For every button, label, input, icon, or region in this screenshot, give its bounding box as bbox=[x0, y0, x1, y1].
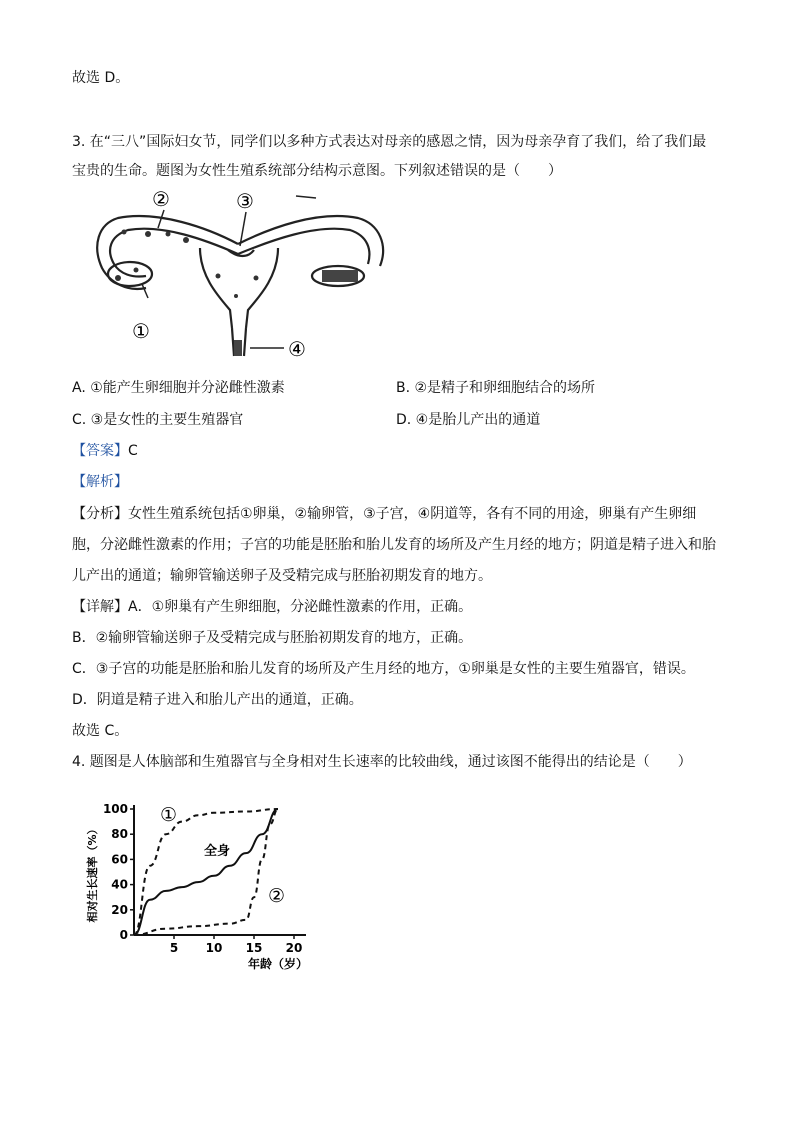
xiangjie-c: C．③子宫的功能是胚胎和胎儿发育的场所及产生月经的地方，①卵巢是女性的主要生殖器官，错误。 bbox=[72, 661, 695, 677]
curve2-label: ② bbox=[268, 885, 286, 907]
q3-stem-line1: 3. 在“三八”国际妇女节，同学们以多种方式表达对母亲的感恩之情，因为母亲孕育了我们，给了我们最 bbox=[72, 134, 707, 150]
right-fallopian-tube bbox=[238, 216, 383, 266]
fenxi-text1: 女性生殖系统包括①卵巢，②输卵管，③子宫，④阴道等，各有不同的用途，卵巢有产生卵细 bbox=[128, 506, 697, 522]
growth-rate-chart bbox=[78, 795, 350, 975]
curve1-label: ① bbox=[160, 804, 178, 826]
x-tick-label: 15 bbox=[245, 941, 263, 955]
fenxi-line3: 儿产出的通道；输卵管输送卵子及受精完成与胚胎初期发育的地方。 bbox=[72, 568, 492, 584]
series-line-2 bbox=[134, 809, 278, 935]
option-c: C. ③是女性的主要生殖器官 bbox=[72, 412, 244, 428]
uterus bbox=[200, 248, 232, 328]
reproductive-system-diagram bbox=[88, 188, 398, 363]
answer-tag: 【答案】 bbox=[72, 443, 128, 459]
q4-stem: 4. 题图是人体脑部和生殖器官与全身相对生长速率的比较曲线，通过该图不能得出的结论是（ ） bbox=[72, 754, 692, 770]
x-tick-label: 5 bbox=[169, 941, 179, 955]
series-line-3 bbox=[134, 809, 278, 935]
fenxi-line2: 胞，分泌雌性激素的作用；子宫的功能是胚胎和胎儿发育的场所及产生月经的地方；阴道是精子进入和胎 bbox=[72, 537, 716, 553]
x-axis-label: 年龄（岁） bbox=[247, 957, 309, 971]
fenxi-line1 bbox=[72, 504, 696, 524]
xiangjie-a-text: A．①卵巢有产生卵细胞，分泌雌性激素的作用，正确。 bbox=[128, 599, 473, 615]
xiangjie-tag: 【详解】 bbox=[72, 599, 128, 615]
label-4: ④ bbox=[288, 337, 306, 361]
series-line-1 bbox=[134, 809, 278, 935]
analysis-tag-text: 【解析】 bbox=[72, 474, 128, 490]
label-2: ② bbox=[152, 188, 170, 211]
option-a: A. ①能产生卵细胞并分泌雌性激素 bbox=[72, 380, 285, 396]
answer-value: C bbox=[128, 443, 138, 459]
y-tick-label: 80 bbox=[111, 827, 128, 842]
answer-line bbox=[72, 441, 138, 461]
y-axis-label: 相对生长速率（%） bbox=[86, 823, 99, 923]
xiangjie-a bbox=[72, 597, 472, 617]
xiangjie-d: D．阴道是精子进入和胎儿产出的通道，正确。 bbox=[72, 692, 363, 708]
x-tick-label: 10 bbox=[205, 941, 223, 955]
label-1: ① bbox=[132, 319, 150, 343]
x-tick-label: 20 bbox=[285, 941, 303, 955]
fenxi-tag: 【分析】 bbox=[72, 506, 128, 522]
y-tick-label: 100 bbox=[102, 802, 128, 816]
y-tick-label: 40 bbox=[111, 877, 128, 892]
y-tick-label: 60 bbox=[111, 852, 128, 867]
q3-stem-line2: 宝贵的生命。题图为女性生殖系统部分结构示意图。下列叙述错误的是（ ） bbox=[72, 163, 562, 179]
option-d: D. ④是胎儿产出的通道 bbox=[396, 412, 541, 428]
label-3: ③ bbox=[236, 189, 254, 213]
prev-conclusion: 故选 D。 bbox=[72, 70, 130, 86]
option-b: B. ②是精子和卵细胞结合的场所 bbox=[396, 380, 596, 396]
y-tick-label: 20 bbox=[111, 902, 128, 917]
q3-conclusion: 故选 C。 bbox=[72, 723, 129, 739]
curve-body-label: 全身 bbox=[204, 844, 231, 859]
analysis-tag bbox=[72, 472, 128, 492]
y-tick-label: 0 bbox=[119, 928, 128, 942]
xiangjie-b: B．②输卵管输送卵子及受精完成与胚胎初期发育的地方，正确。 bbox=[72, 630, 473, 646]
left-ovary bbox=[108, 262, 152, 286]
